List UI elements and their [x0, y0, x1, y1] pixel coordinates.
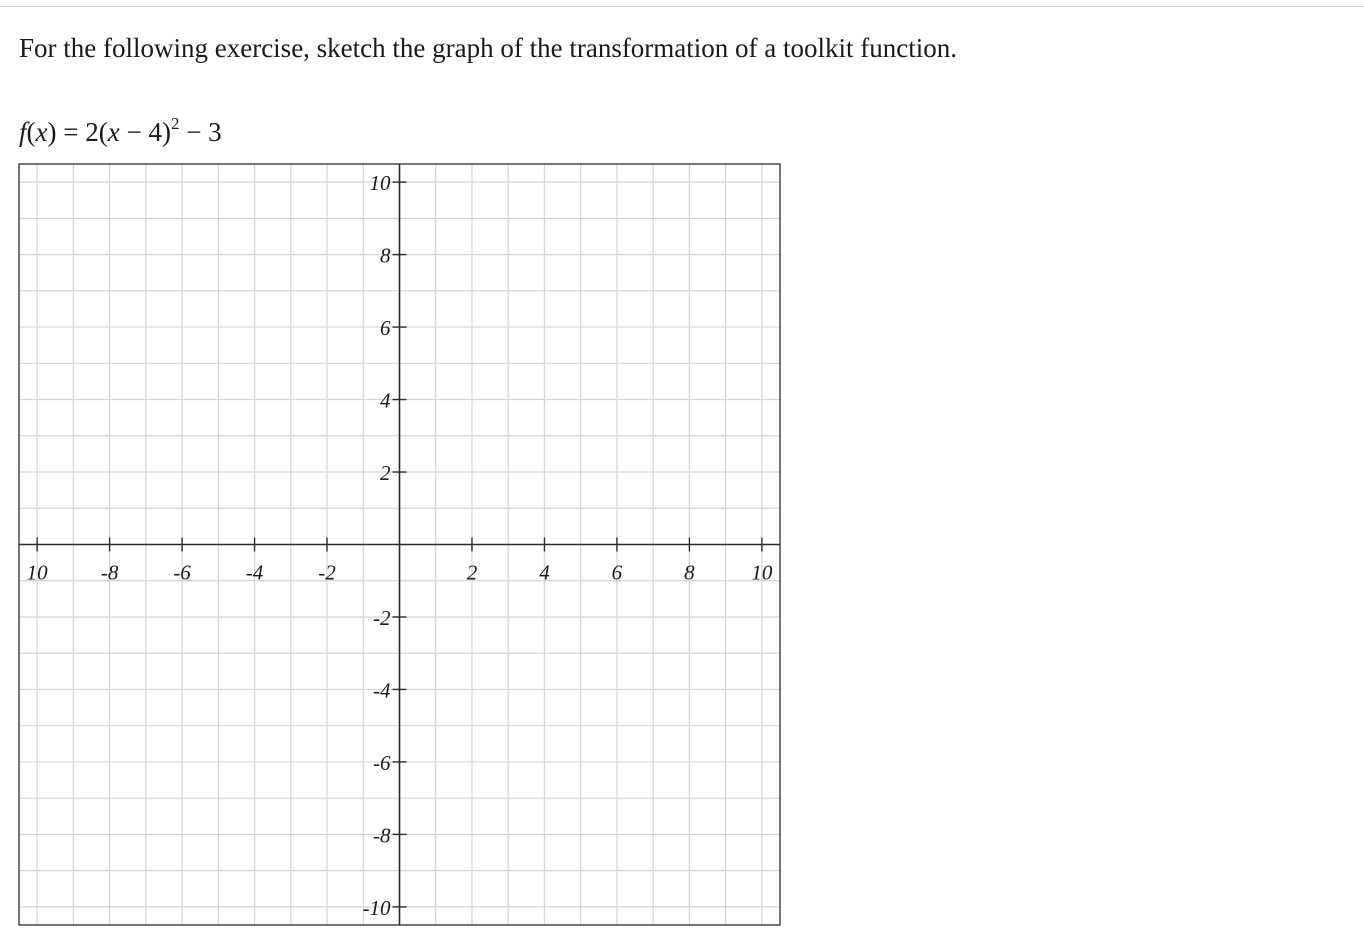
- formula-lhs-variable: x: [35, 117, 48, 147]
- x-tick-label: 10: [26, 560, 48, 585]
- y-tick-label: -8: [373, 823, 391, 848]
- x-tick-label: -2: [318, 560, 336, 585]
- x-tick-label: 10: [751, 560, 773, 585]
- y-tick-label: -4: [373, 678, 391, 703]
- y-tick-label: 10: [369, 171, 391, 196]
- formula-equals: =: [63, 117, 79, 147]
- y-tick-label: 8: [380, 243, 391, 268]
- y-tick-label: 4: [380, 388, 391, 413]
- axes: [19, 164, 780, 925]
- x-tick-label: -8: [100, 560, 119, 585]
- x-tick-label: 2: [466, 560, 478, 585]
- x-tick-label: -4: [245, 560, 264, 585]
- formula-function-name: f: [19, 117, 27, 147]
- x-tick-label: 6: [611, 560, 623, 585]
- formula-variable: x: [107, 117, 120, 147]
- formula-coefficient: 2(: [85, 117, 108, 147]
- formula-open-paren: (: [26, 117, 36, 147]
- formula-close-paren: ): [47, 117, 57, 147]
- y-tick-label: -2: [373, 605, 391, 630]
- formula-exponent: 2: [170, 114, 180, 133]
- question-text: For the following exercise, sketch the graph of the transformation of a toolkit function.: [19, 33, 957, 63]
- y-tick-label: -10: [362, 895, 391, 920]
- y-tick-label: 2: [380, 461, 391, 486]
- y-tick-label: 6: [380, 316, 391, 341]
- x-tick-label: 4: [539, 560, 550, 585]
- formula-shift: − 4): [126, 117, 171, 147]
- formula-constant: − 3: [186, 117, 222, 147]
- y-tick-label: -6: [373, 750, 391, 775]
- x-tick-label: 8: [684, 560, 695, 585]
- x-tick-label: -6: [173, 560, 191, 585]
